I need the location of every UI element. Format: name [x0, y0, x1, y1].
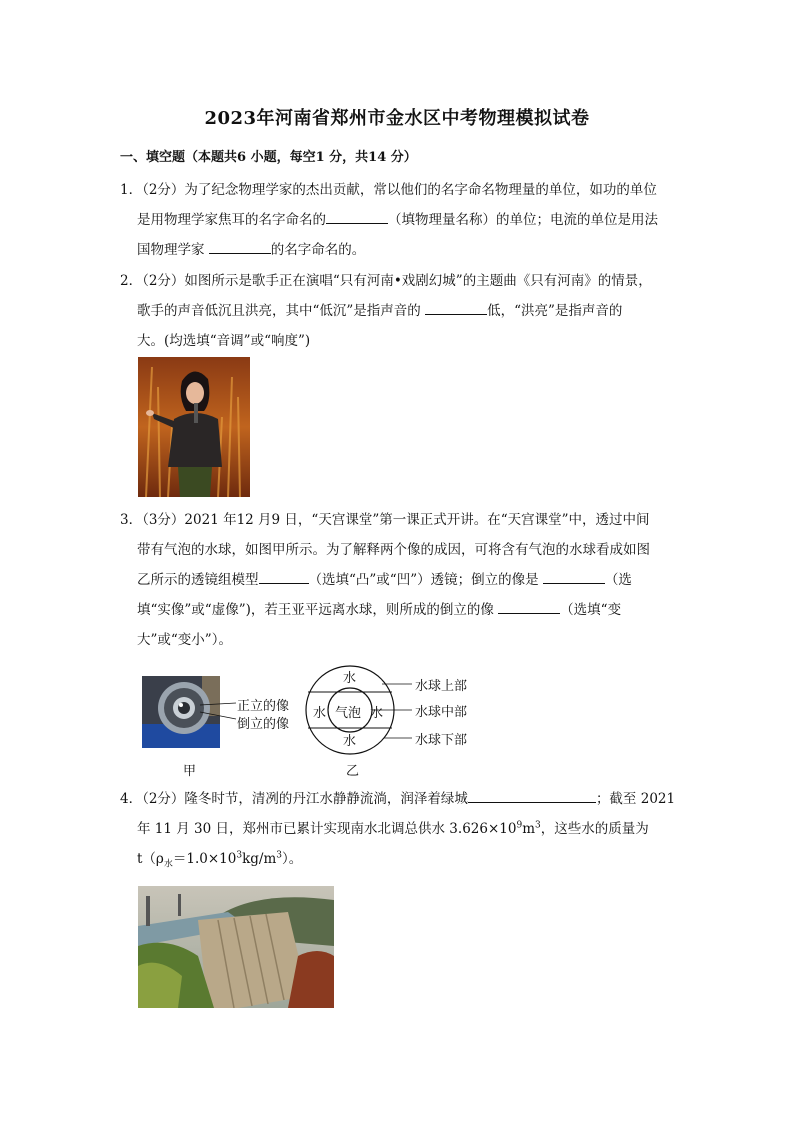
- answer-blank[interactable]: [259, 567, 309, 584]
- page-title: 2023年河南省郑州市金水区中考物理模拟试卷: [204, 108, 590, 129]
- ball-top-label: 水球上部: [415, 679, 468, 694]
- dam-photo: [138, 886, 334, 1008]
- q1-line1: 1．（2分）为了纪念物理学家的杰出贡献，常以他们的名字命名物理量的单位，如功的单位: [120, 182, 657, 198]
- figure-b-caption: 乙: [346, 764, 360, 779]
- question-1: [120, 175, 658, 265]
- figure-a-caption: 甲: [183, 764, 197, 779]
- q3-line3: 乙所示的透镜组模型 （选填“凸”或“凹”）透镜；倒立的像是 （选: [120, 565, 650, 595]
- section-heading: 一、填空题（本题共6 小题，每空1 分，共14 分）: [120, 150, 417, 165]
- q3-line2: 带有气泡的水球，如图甲所示。为了解释两个像的成因，可将含有气泡的水球看成如图: [137, 542, 650, 558]
- question-4: [120, 784, 675, 874]
- water-bottom-label: 水: [343, 734, 357, 749]
- question-2: [120, 266, 652, 356]
- q2-line1: 2．（2分）如图所示是歌手正在演唱“只有河南•戏剧幻城”的主题曲《只有河南》的情景，: [120, 273, 652, 289]
- ball-middle-label: 水球中部: [415, 705, 468, 720]
- q4-line1: 4．（2分）隆冬时节，清冽的丹江水静静流淌，润泽着绿城 ；截至 2021: [120, 784, 675, 814]
- upright-image-label: 正立的像: [237, 699, 290, 714]
- q2-line3: 大。(均选填“音调”或“响度”): [137, 333, 311, 349]
- water-top-label: 水: [343, 671, 357, 686]
- bubble-label: 气泡: [335, 706, 362, 721]
- q3-line5: 大”或“变小”）。: [137, 632, 232, 648]
- question-3: [120, 505, 650, 655]
- q3-line4: 填“实像”或“虚像”)，若王亚平远离水球，则所成的倒立的像 （选填“变: [120, 595, 650, 625]
- q1-line2: 是用物理学家焦耳的名字命名的 （填物理量名称）的单位；电流的单位是用法: [120, 205, 658, 235]
- answer-blank[interactable]: [498, 597, 560, 614]
- q2-line2: 歌手的声音低沉且洪亮，其中“低沉”是指声音的 低，“洪亮”是指声音的: [120, 296, 652, 326]
- answer-blank[interactable]: [425, 298, 487, 315]
- q4-line3: $t(\rho_水=1.0\times 10^3kg/m^3)$。: [137, 850, 303, 870]
- q4-line2: 年 11 月 30 日，郑州市已累计实现南水北调总供水 $3.626\times 10^9m^3$，这些水的质量为: [137, 820, 649, 837]
- water-right-label: 水: [370, 706, 384, 721]
- q1-line3: 国物理学家 的名字命名的。: [120, 235, 658, 265]
- ball-bottom-label: 水球下部: [415, 733, 468, 748]
- inverted-image-label: 倒立的像: [237, 717, 290, 732]
- answer-blank[interactable]: [326, 207, 388, 224]
- answer-blank[interactable]: [543, 567, 605, 584]
- water-left-label: 水: [313, 706, 327, 721]
- singer-photo: [138, 357, 250, 497]
- answer-blank[interactable]: [468, 786, 596, 803]
- answer-blank[interactable]: [209, 237, 271, 254]
- q3-line1: 3．（3分）2021 年12 月9 日，“天宫课堂”第一课正式开讲。在“天宫课堂”中，透过中间: [120, 512, 650, 528]
